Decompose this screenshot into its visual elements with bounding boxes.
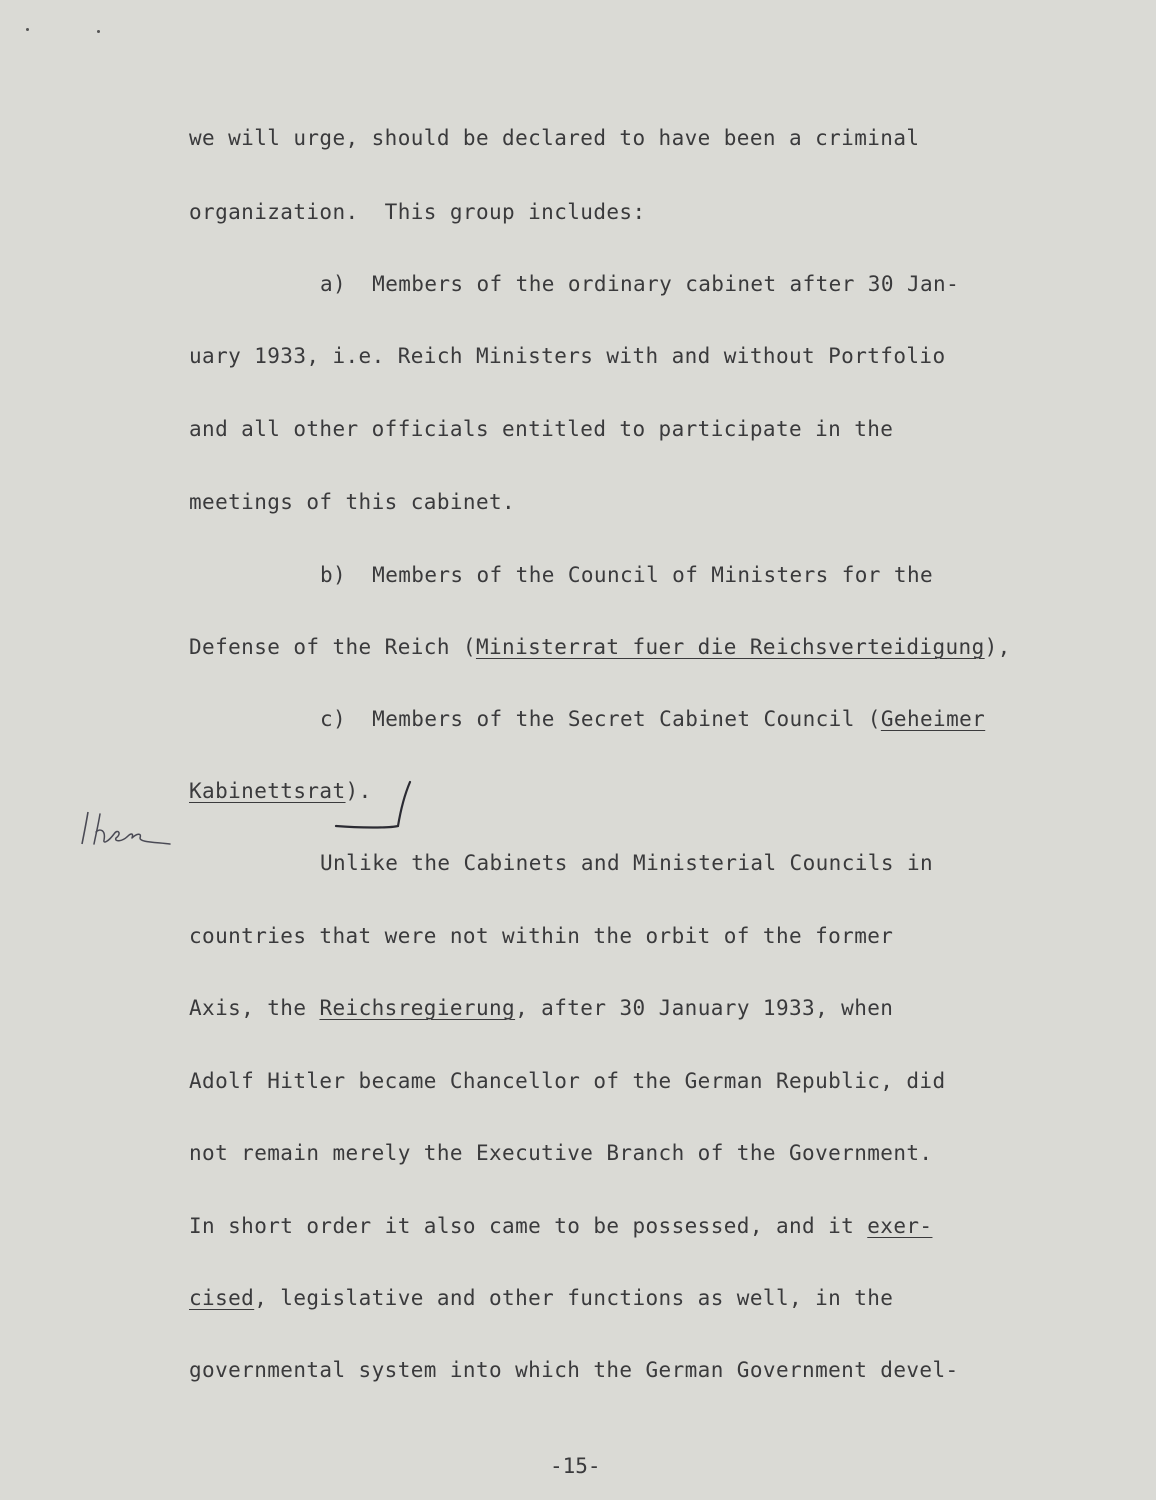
- underlined-term: Geheimer: [880, 707, 986, 731]
- text-line: [189, 1285, 893, 1311]
- text-run: ).: [345, 779, 372, 803]
- text-line: [189, 995, 893, 1021]
- handwritten-bracket-mark: [330, 778, 420, 838]
- text-line: Adolf Hitler became Chancellor of the German Republic, did: [189, 1069, 946, 1093]
- text-run: ),: [984, 635, 1011, 659]
- text-line: meetings of this cabinet.: [189, 490, 516, 514]
- text-line: [189, 1213, 932, 1239]
- text-line-item-b: b) Members of the Council of Ministers for the: [320, 563, 934, 587]
- text-run: Axis, the: [189, 996, 320, 1020]
- text-line: and all other officials entitled to participate in the: [189, 417, 894, 441]
- text-line: organization. This group includes:: [189, 200, 646, 224]
- text-line: countries that were not within the orbit of the former: [189, 924, 894, 948]
- text-line: we will urge, should be declared to have been a criminal: [189, 126, 920, 150]
- text-line: [189, 634, 1011, 660]
- underlined-term: Ministerrat fuer die Reichsverteidigung: [475, 635, 985, 659]
- paper-speck: [97, 30, 100, 33]
- text-run: In short order it also came to be possessed, and it: [189, 1214, 868, 1238]
- underlined-term: cised: [189, 1286, 255, 1310]
- text-run: c) Members of the Secret Cabinet Council (: [320, 707, 881, 731]
- text-run: , legislative and other functions as well, in the: [254, 1286, 894, 1310]
- text-line: uary 1933, i.e. Reich Ministers with and without Portfolio: [189, 344, 946, 368]
- text-run: , after 30 January 1933, when: [515, 996, 894, 1020]
- underlined-term: Reichsregierung: [319, 996, 516, 1020]
- handwritten-margin-note: [70, 804, 190, 854]
- paper-speck: [26, 28, 29, 31]
- underlined-term: exer-: [867, 1214, 933, 1238]
- text-line: Unlike the Cabinets and Ministerial Councils in: [320, 851, 934, 875]
- underlined-term: Kabinettsrat: [189, 779, 346, 803]
- text-line: not remain merely the Executive Branch of the Government.: [189, 1141, 933, 1165]
- text-line: governmental system into which the German Government devel-: [189, 1358, 959, 1382]
- text-line-item-c: [320, 706, 985, 732]
- page-number: -15-: [550, 1454, 601, 1478]
- text-line-item-a: a) Members of the ordinary cabinet after 30 Jan-: [320, 272, 960, 296]
- text-run: Defense of the Reich (: [189, 635, 476, 659]
